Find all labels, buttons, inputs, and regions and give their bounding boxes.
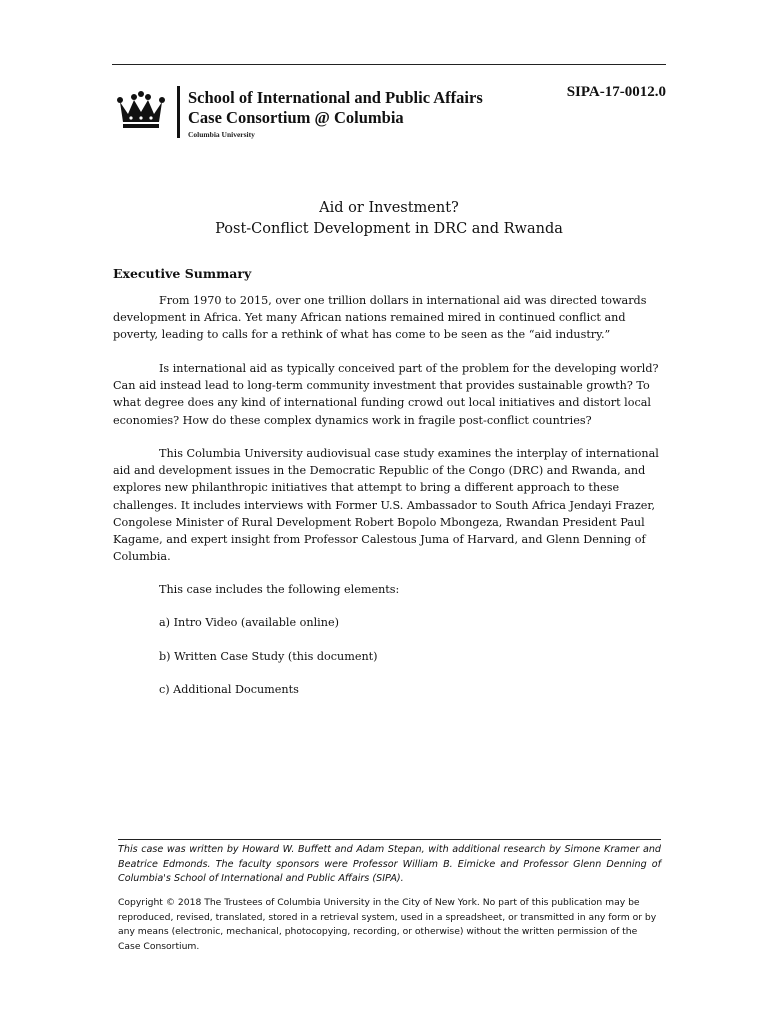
- header-rule: [112, 64, 666, 65]
- list-item: b) Written Case Study (this document): [159, 650, 378, 663]
- logo-consortium-name: Case Consortium @ Columbia: [188, 108, 404, 127]
- list-intro: This case includes the following elements:: [159, 583, 400, 596]
- paragraph-text: Is international aid as typically conceived part of the problem for the developing world? Can aid instead lead to long-term community investment that provides sustainable growth? To what degree does any kind of international funding crowd out local initiatives and distort local economies? How do these complex dynamics work in fragile post-conflict countries?: [113, 362, 659, 427]
- logo-divider: [177, 86, 180, 138]
- author-note: This case was written by Howard W. Buffett and Adam Stepan, with additional research by Simone Kramer and Beatrice Edmonds. The faculty sponsors were Professor William B. Eimicke and Professor Glenn Denning of Columbia's School of International and Public Affairs (SIPA).: [118, 844, 661, 885]
- crown-icon: [116, 90, 166, 130]
- paragraph-1: [113, 292, 665, 344]
- paragraph-text: From 1970 to 2015, over one trillion dollars in international aid was directed towards development in Africa. Yet many African nations remained mired in continued conflict and poverty, leading to calls for a rethink of what has come to be seen as the “aid industry.”: [113, 294, 647, 342]
- paragraph-text: This Columbia University audiovisual case study examines the interplay of international aid and development issues in the Democratic Republic of the Congo (DRC) and Rwanda, and explores new philanthropic initiatives that attempt to bring a different approach to these challenges. It includes interviews with Former U.S. Ambassador to South Africa Jendayi Frazer, Congolese Minister of Rural Development Robert Bopolo Mbongeza, Rwandan President Paul Kagame, and expert insight from Professor Calestous Juma of Harvard, and Glenn Denning of Columbia.: [113, 447, 659, 564]
- copyright-notice: Copyright © 2018 The Trustees of Columbia University in the City of New York. No part of this publication may be reproduced, revised, translated, stored in a retrieval system, used in a spreadsheet, or transmitted in any form or by any means (electronic, mechanical, photocopying, recording, or otherwise) without the written permission of the Case Consortium.: [118, 897, 657, 952]
- paragraph-3: [113, 445, 665, 565]
- sipa-logo: [114, 86, 534, 146]
- paragraph-2: [113, 360, 665, 429]
- document-title: [112, 198, 666, 240]
- title-line-1: Aid or Investment?: [319, 200, 459, 216]
- logo-school-name: School of International and Public Affairs: [188, 88, 483, 107]
- list-item: a) Intro Video (available online): [159, 616, 339, 629]
- logo-university-name: Columbia University: [188, 130, 255, 139]
- section-heading: Executive Summary: [113, 266, 252, 281]
- title-line-2: Post-Conflict Development in DRC and Rwanda: [215, 221, 563, 237]
- footnote-rule: [118, 839, 661, 840]
- case-id: SIPA-17-0012.0: [566, 84, 666, 100]
- list-item: c) Additional Documents: [159, 683, 299, 696]
